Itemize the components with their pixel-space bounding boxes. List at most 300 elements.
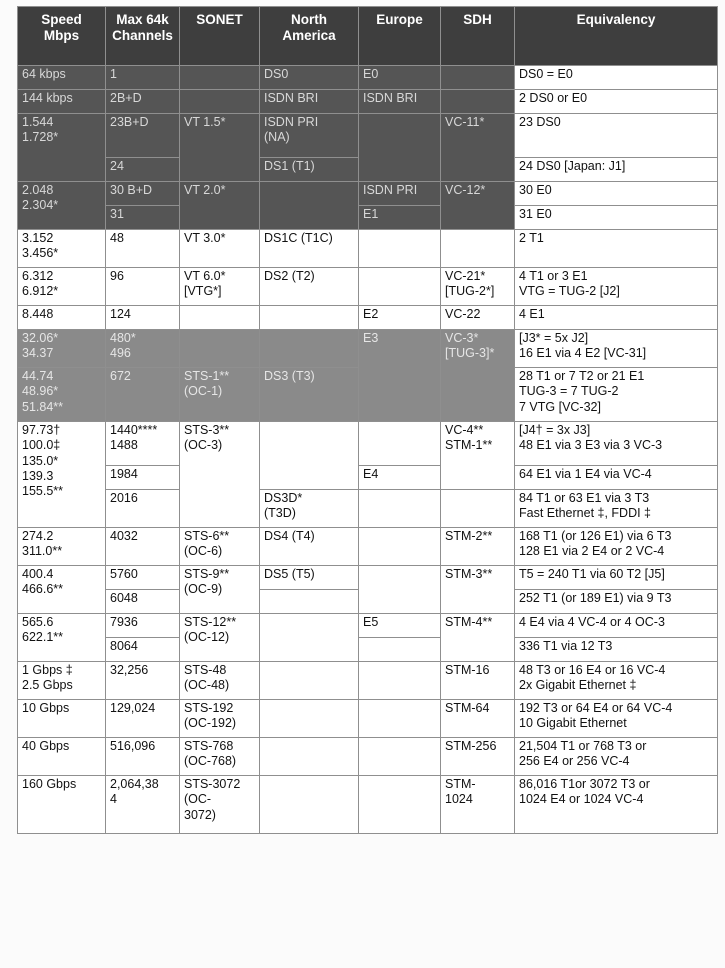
- cell-line: E3: [363, 331, 379, 345]
- cell-sdh: [441, 422, 515, 490]
- cell-line: 160 Gbps: [22, 777, 77, 791]
- cell-sdh: [441, 700, 515, 738]
- cell-line: 2x Gigabit Ethernet ‡: [519, 678, 637, 693]
- cell-north-america: [260, 368, 359, 422]
- cell-line: 1984: [110, 467, 138, 481]
- cell-europe: [359, 700, 441, 738]
- cell-line: VC-11*: [445, 115, 485, 129]
- cell-sdh: [441, 182, 515, 230]
- cell-line: 2.5 Gbps: [22, 678, 73, 693]
- table-row: [18, 662, 718, 700]
- cell-north-america: [260, 306, 359, 330]
- cell-equivalency: [515, 700, 718, 738]
- cell-line: 3.152: [22, 231, 54, 245]
- cell-line: Europe: [376, 12, 423, 27]
- cell-line: 2016: [110, 491, 138, 505]
- cell-max-64k-channels: [106, 206, 180, 230]
- cell-speed-mbps: [18, 528, 106, 566]
- cell-line: VT 6.0*: [184, 269, 226, 283]
- cell-speed-mbps: [18, 330, 106, 368]
- cell-line: (OC-48): [184, 678, 230, 693]
- cell-line: 28 T1 or 7 T2 or 21 E1: [519, 369, 645, 383]
- cell-sonet: [180, 738, 260, 776]
- cell-north-america: [260, 422, 359, 490]
- cell-line: STS-9**: [184, 567, 230, 581]
- cell-europe: [359, 330, 441, 422]
- column-header-sonet: [180, 7, 260, 66]
- cell-max-64k-channels: [106, 66, 180, 90]
- cell-line: STS-6**: [184, 529, 230, 543]
- table-row: [18, 206, 718, 230]
- cell-speed-mbps: [18, 182, 106, 230]
- cell-north-america: [260, 662, 359, 700]
- cell-equivalency: [515, 566, 718, 590]
- cell-europe: [359, 738, 441, 776]
- cell-speed-mbps: [18, 700, 106, 738]
- column-header-sdh: [441, 7, 515, 66]
- cell-sdh: [441, 490, 515, 528]
- cell-line: 622.1**: [22, 630, 64, 645]
- cell-max-64k-channels: [106, 528, 180, 566]
- cell-sonet: [180, 330, 260, 368]
- cell-equivalency: [515, 206, 718, 230]
- cell-equivalency: [515, 306, 718, 330]
- cell-equivalency: [515, 114, 718, 158]
- cell-line: 1.544: [22, 115, 54, 129]
- cell-line: 3.456*: [22, 246, 59, 261]
- cell-line: (NA): [264, 130, 290, 145]
- column-header-europe: [359, 7, 441, 66]
- cell-line: STS-1**: [184, 369, 230, 383]
- cell-speed-mbps: [18, 776, 106, 834]
- cell-line: 124: [110, 307, 131, 321]
- cell-north-america: [260, 114, 359, 158]
- cell-line: (OC-9): [184, 582, 223, 597]
- cell-line: VC-12*: [445, 183, 486, 197]
- cell-max-64k-channels: [106, 466, 180, 490]
- column-header-speed-mbps: [18, 7, 106, 66]
- cell-line: 6048: [110, 591, 138, 605]
- cell-line: 97.73†: [22, 423, 61, 437]
- cell-line: [J4† = 3x J3]: [519, 423, 591, 437]
- table-row: [18, 700, 718, 738]
- cell-max-64k-channels: [106, 330, 180, 368]
- table-row: [18, 738, 718, 776]
- cell-max-64k-channels: [106, 590, 180, 614]
- cell-sonet: [180, 662, 260, 700]
- cell-sdh: [441, 738, 515, 776]
- cell-line: STS-3**: [184, 423, 230, 437]
- cell-line: (OC-1): [184, 384, 223, 399]
- table-row: [18, 490, 718, 528]
- table-row: [18, 330, 718, 368]
- cell-europe: [359, 466, 441, 490]
- cell-sdh: [441, 528, 515, 566]
- cell-line: 256 E4 or 256 VC-4: [519, 754, 630, 769]
- cell-line: STS-12**: [184, 615, 237, 629]
- cell-speed-mbps: [18, 662, 106, 700]
- table-row: [18, 466, 718, 490]
- cell-line: 129,024: [110, 701, 156, 715]
- cell-sdh: [441, 776, 515, 834]
- cell-north-america: [260, 776, 359, 834]
- cell-north-america: [260, 590, 359, 614]
- cell-line: 1024: [445, 792, 473, 807]
- cell-line: America: [282, 27, 336, 43]
- cell-sonet: [180, 566, 260, 614]
- cell-line: (OC-: [184, 792, 212, 807]
- cell-sonet: [180, 230, 260, 268]
- cell-sdh: [441, 90, 515, 114]
- cell-line: 2.048: [22, 183, 54, 197]
- cell-line: 48 E1 via 3 E3 via 3 VC-3: [519, 438, 663, 453]
- cell-line: VC-4**: [445, 423, 484, 437]
- cell-line: DS5 (T5): [264, 567, 315, 581]
- column-header-north-america: [260, 7, 359, 66]
- cell-line: STS-768: [184, 739, 234, 753]
- cell-europe: [359, 230, 441, 268]
- cell-line: 24: [110, 159, 124, 173]
- cell-line: VT 1.5*: [184, 115, 226, 129]
- header-row: [18, 7, 718, 66]
- cell-europe: [359, 422, 441, 466]
- cell-line: 5760: [110, 567, 138, 581]
- cell-sdh: [441, 66, 515, 90]
- cell-line: STS-3072: [184, 777, 241, 791]
- cell-line: 2 T1: [519, 231, 544, 245]
- cell-line: VC-22: [445, 307, 481, 321]
- cell-speed-mbps: [18, 306, 106, 330]
- cell-line: 10 Gigabit Ethernet: [519, 716, 627, 731]
- cell-line: 252 T1 (or 189 E1) via 9 T3: [519, 591, 672, 605]
- cell-line: DS2 (T2): [264, 269, 315, 283]
- cell-line: 2B+D: [110, 91, 142, 105]
- table-row: [18, 422, 718, 466]
- cell-speed-mbps: [18, 422, 106, 528]
- cell-line: STM-4**: [445, 615, 493, 629]
- cell-line: 30 B+D: [110, 183, 153, 197]
- table-header: [18, 7, 718, 66]
- cell-europe: [359, 662, 441, 700]
- cell-max-64k-channels: [106, 158, 180, 182]
- cell-line: 31 E0: [519, 207, 552, 221]
- cell-line: ISDN BRI: [264, 91, 319, 105]
- cell-line: 1488: [110, 438, 138, 453]
- cell-line: 565.6: [22, 615, 54, 629]
- cell-sdh: [441, 268, 515, 306]
- cell-line: [J3* = 5x J2]: [519, 331, 589, 345]
- cell-europe: [359, 566, 441, 614]
- cell-line: (OC-768): [184, 754, 237, 769]
- cell-line: Speed: [41, 12, 82, 27]
- cell-line: 23 DS0: [519, 115, 561, 129]
- cell-line: 6.912*: [22, 284, 59, 299]
- cell-line: (T3D): [264, 506, 296, 521]
- cell-line: STS-192: [184, 701, 234, 715]
- cell-line: (OC-3): [184, 438, 223, 453]
- cell-equivalency: [515, 368, 718, 422]
- cell-line: SONET: [196, 12, 243, 27]
- cell-line: 496: [110, 346, 131, 361]
- cell-line: 336 T1 via 12 T3: [519, 639, 613, 653]
- cell-sdh: [441, 306, 515, 330]
- cell-line: DS1C (T1C): [264, 231, 333, 245]
- cell-line: 44.74: [22, 369, 54, 383]
- table-row: [18, 230, 718, 268]
- cell-line: 4: [110, 792, 117, 807]
- cell-europe: [359, 776, 441, 834]
- cell-equivalency: [515, 330, 718, 368]
- cell-line: 64 E1 via 1 E4 via VC-4: [519, 467, 652, 481]
- cell-equivalency: [515, 614, 718, 638]
- cell-speed-mbps: [18, 368, 106, 422]
- table-row: [18, 638, 718, 662]
- cell-line: E2: [363, 307, 379, 321]
- table-row: [18, 528, 718, 566]
- cell-north-america: [260, 738, 359, 776]
- cell-line: 2.304*: [22, 198, 59, 213]
- cell-max-64k-channels: [106, 490, 180, 528]
- cell-europe: [359, 638, 441, 662]
- cell-line: 31: [110, 207, 124, 221]
- cell-line: 1 Gbps ‡: [22, 663, 73, 677]
- cell-line: 4 T1 or 3 E1: [519, 269, 588, 283]
- cell-max-64k-channels: [106, 90, 180, 114]
- cell-max-64k-channels: [106, 268, 180, 306]
- cell-line: SDH: [463, 12, 492, 27]
- cell-line: 100.0‡: [22, 438, 61, 453]
- cell-line: VTG = TUG-2 [J2]: [519, 284, 620, 299]
- cell-line: 400.4: [22, 567, 54, 581]
- cell-line: 4 E1: [519, 307, 545, 321]
- cell-max-64k-channels: [106, 738, 180, 776]
- cell-line: 4 E4 via 4 VC-4 or 4 OC-3: [519, 615, 665, 629]
- cell-line: 84 T1 or 63 E1 via 3 T3: [519, 491, 650, 505]
- cell-line: 1024 E4 or 1024 VC-4: [519, 792, 644, 807]
- cell-speed-mbps: [18, 268, 106, 306]
- cell-sonet: [180, 528, 260, 566]
- cell-max-64k-channels: [106, 368, 180, 422]
- cell-equivalency: [515, 662, 718, 700]
- cell-line: DS0 = E0: [519, 67, 573, 81]
- cell-line: E0: [363, 67, 379, 81]
- cell-line: 139.3: [22, 468, 54, 483]
- cell-line: STM-: [445, 777, 476, 791]
- cell-line: DS0: [264, 67, 289, 81]
- cell-sdh: [441, 614, 515, 662]
- cell-sonet: [180, 422, 260, 528]
- cell-sdh: [441, 566, 515, 614]
- cell-line: 21,504 T1 or 768 T3 or: [519, 739, 647, 753]
- cell-line: (OC-12): [184, 630, 230, 645]
- cell-speed-mbps: [18, 614, 106, 662]
- cell-north-america: [260, 528, 359, 566]
- cell-line: 34.37: [22, 346, 54, 361]
- cell-north-america: [260, 268, 359, 306]
- table-row: [18, 182, 718, 206]
- cell-north-america: [260, 230, 359, 268]
- cell-line: T5 = 240 T1 via 60 T2 [J5]: [519, 567, 665, 581]
- cell-line: 48: [110, 231, 124, 245]
- cell-north-america: [260, 90, 359, 114]
- cell-sdh: [441, 114, 515, 182]
- cell-line: TUG-3 = 7 TUG-2: [519, 384, 619, 399]
- cell-equivalency: [515, 422, 718, 466]
- cell-line: VT 2.0*: [184, 183, 226, 197]
- cell-line: 64 kbps: [22, 67, 66, 81]
- cell-line: 2,064,38: [110, 777, 159, 791]
- cell-north-america: [260, 490, 359, 528]
- cell-line: (OC-192): [184, 716, 237, 731]
- cell-equivalency: [515, 466, 718, 490]
- cell-max-64k-channels: [106, 114, 180, 158]
- cell-line: STM-3**: [445, 567, 493, 581]
- cell-line: VT 3.0*: [184, 231, 226, 245]
- cell-line: 672: [110, 369, 131, 383]
- cell-line: 2 DS0 or E0: [519, 91, 588, 105]
- cell-sonet: [180, 268, 260, 306]
- cell-europe: [359, 206, 441, 230]
- table-body: [18, 66, 718, 834]
- cell-line: STM-2**: [445, 529, 493, 543]
- cell-line: Fast Ethernet ‡, FDDI ‡: [519, 506, 651, 521]
- cell-line: 6.312: [22, 269, 54, 283]
- cell-sonet: [180, 306, 260, 330]
- cell-sonet: [180, 776, 260, 834]
- cell-line: ISDN PRI: [363, 183, 418, 197]
- cell-max-64k-channels: [106, 422, 180, 466]
- cell-line: E4: [363, 467, 379, 481]
- cell-europe: [359, 66, 441, 90]
- cell-north-america: [260, 66, 359, 90]
- cell-speed-mbps: [18, 66, 106, 90]
- table-row: [18, 90, 718, 114]
- cell-line: (OC-6): [184, 544, 223, 559]
- cell-line: 168 T1 (or 126 E1) via 6 T3: [519, 529, 672, 543]
- cell-sdh: [441, 230, 515, 268]
- cell-line: 7 VTG [VC-32]: [519, 399, 601, 414]
- cell-line: 1: [110, 67, 117, 81]
- cell-line: STM-256: [445, 739, 497, 753]
- cell-max-64k-channels: [106, 566, 180, 590]
- cell-line: 30 E0: [519, 183, 552, 197]
- cell-sonet: [180, 700, 260, 738]
- cell-line: 480*: [110, 331, 136, 345]
- cell-line: 51.84**: [22, 399, 64, 414]
- cell-max-64k-channels: [106, 662, 180, 700]
- cell-line: 48 T3 or 16 E4 or 16 VC-4: [519, 663, 666, 677]
- cell-line: Max 64k: [116, 12, 169, 27]
- cell-equivalency: [515, 182, 718, 206]
- cell-line: 4032: [110, 529, 138, 543]
- cell-line: 144 kbps: [22, 91, 73, 105]
- cell-europe: [359, 528, 441, 566]
- cell-max-64k-channels: [106, 306, 180, 330]
- cell-line: 24 DS0 [Japan: J1]: [519, 159, 626, 173]
- cell-line: 8.448: [22, 307, 54, 321]
- cell-europe: [359, 268, 441, 306]
- cell-line: VC-21*: [445, 269, 486, 283]
- cell-equivalency: [515, 268, 718, 306]
- cell-equivalency: [515, 490, 718, 528]
- cell-line: STM-16: [445, 663, 490, 677]
- cell-equivalency: [515, 66, 718, 90]
- cell-line: North: [291, 12, 327, 27]
- cell-europe: [359, 306, 441, 330]
- cell-line: 1440****: [110, 423, 158, 437]
- cell-line: 516,096: [110, 739, 156, 753]
- cell-line: [VTG*]: [184, 284, 222, 299]
- cell-equivalency: [515, 590, 718, 614]
- cell-europe: [359, 182, 441, 206]
- cell-equivalency: [515, 528, 718, 566]
- cell-equivalency: [515, 776, 718, 834]
- cell-line: 135.0*: [22, 453, 59, 468]
- cell-equivalency: [515, 230, 718, 268]
- table-row: [18, 114, 718, 158]
- cell-speed-mbps: [18, 566, 106, 614]
- cell-line: 32.06*: [22, 331, 59, 345]
- cell-max-64k-channels: [106, 182, 180, 206]
- cell-north-america: [260, 700, 359, 738]
- table-row: [18, 614, 718, 638]
- cell-equivalency: [515, 90, 718, 114]
- cell-line: E5: [363, 615, 379, 629]
- cell-europe: [359, 490, 441, 528]
- cell-north-america: [260, 182, 359, 230]
- cell-sdh: [441, 662, 515, 700]
- cell-line: 48.96*: [22, 384, 59, 399]
- cell-line: Equivalency: [576, 12, 656, 27]
- cell-line: E1: [363, 207, 379, 221]
- cell-europe: [359, 614, 441, 638]
- cell-line: 23B+D: [110, 115, 149, 129]
- cell-sonet: [180, 90, 260, 114]
- cell-line: [TUG-3]*: [445, 346, 495, 361]
- cell-sonet: [180, 182, 260, 230]
- cell-line: 8064: [110, 639, 138, 653]
- cell-sonet: [180, 66, 260, 90]
- cell-north-america: [260, 330, 359, 368]
- cell-line: [TUG-2*]: [445, 284, 495, 299]
- cell-line: 192 T3 or 64 E4 or 64 VC-4: [519, 701, 673, 715]
- cell-sdh: [441, 330, 515, 422]
- cell-equivalency: [515, 738, 718, 776]
- cell-speed-mbps: [18, 114, 106, 182]
- cell-north-america: [260, 158, 359, 182]
- column-header-max-64k-channels: [106, 7, 180, 66]
- table-row: [18, 776, 718, 834]
- cell-line: 10 Gbps: [22, 701, 70, 715]
- cell-speed-mbps: [18, 738, 106, 776]
- table-row: [18, 268, 718, 306]
- cell-europe: [359, 90, 441, 114]
- cell-line: VC-3*: [445, 331, 479, 345]
- cell-line: 32,256: [110, 663, 149, 677]
- cell-sonet: [180, 614, 260, 662]
- cell-line: Mbps: [43, 27, 80, 43]
- cell-max-64k-channels: [106, 700, 180, 738]
- cell-line: DS3D*: [264, 491, 303, 505]
- cell-line: 40 Gbps: [22, 739, 70, 753]
- table-row: [18, 566, 718, 590]
- cell-speed-mbps: [18, 230, 106, 268]
- table-row: [18, 66, 718, 90]
- cell-max-64k-channels: [106, 638, 180, 662]
- column-header-equivalency: [515, 7, 718, 66]
- cell-europe: [359, 114, 441, 182]
- cell-line: Channels: [112, 27, 173, 43]
